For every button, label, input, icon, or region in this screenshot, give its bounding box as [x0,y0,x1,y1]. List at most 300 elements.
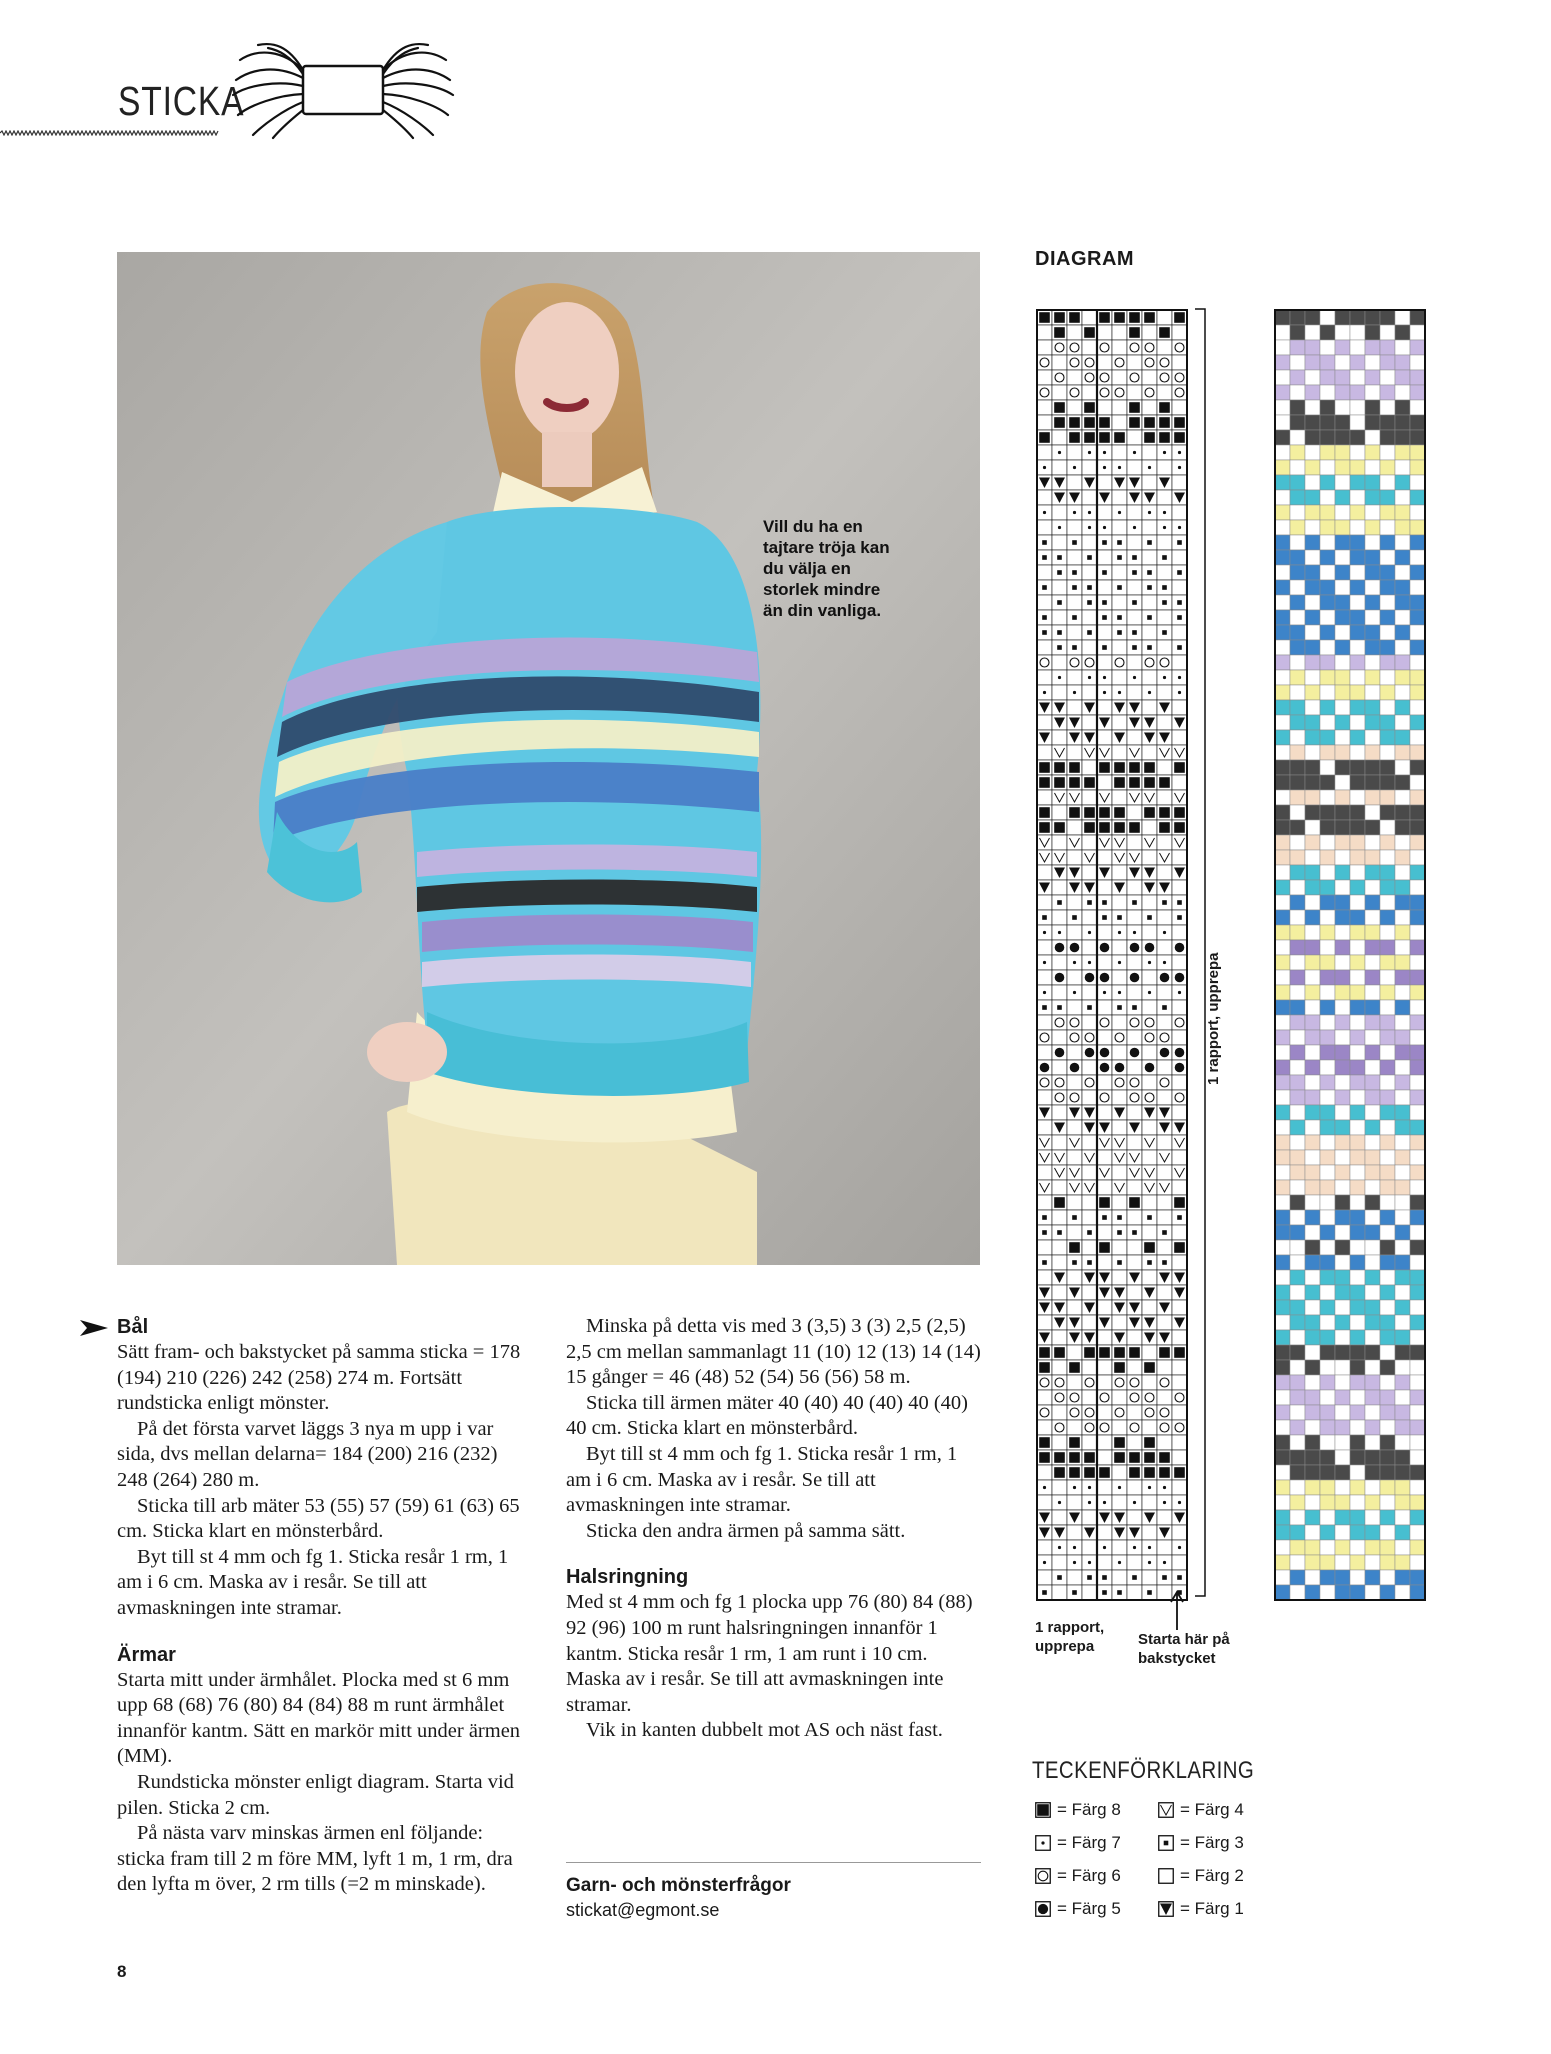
colour-chart-cell [1320,550,1335,565]
colour-chart-cell [1350,475,1365,490]
colour-chart-cell [1380,775,1395,790]
colour-chart-cell [1410,1120,1425,1135]
colour-chart-cell [1350,1120,1365,1135]
model-photo [117,252,980,1265]
colour-chart-cell [1350,1060,1365,1075]
symbol-chart-cell [1127,1030,1142,1045]
colour-chart-cell [1395,655,1410,670]
colour-chart-cell [1380,1030,1395,1045]
small-square-icon [1042,585,1047,590]
symbol-chart-cell [1127,1210,1142,1225]
colour-chart-cell [1365,895,1380,910]
colour-chart-cell [1410,460,1425,475]
colour-chart-cell [1350,1000,1365,1015]
small-square-icon [1158,1835,1174,1851]
colour-chart-cell [1350,1585,1365,1600]
colour-chart-cell [1365,1075,1380,1090]
symbol-chart-cell [1082,790,1097,805]
colour-chart-cell [1395,1135,1410,1150]
colour-chart-cell [1395,505,1410,520]
square-filled-icon [1084,1467,1095,1478]
small-square-icon [1072,615,1077,620]
colour-chart-cell [1305,1105,1320,1120]
small-square-icon [1147,540,1152,545]
symbol-chart-cell [1112,400,1127,415]
big-dot-icon [1130,1048,1140,1058]
symbol-chart-cell [1037,385,1052,400]
symbol-chart-cell [1097,1255,1112,1270]
colour-chart-cell [1395,1360,1410,1375]
colour-chart-cell [1320,1390,1335,1405]
symbol-chart-cell [1037,640,1052,655]
small-square-icon [1057,1230,1062,1235]
small-square-icon [1162,600,1167,605]
colour-chart-cell [1380,1405,1395,1420]
legend-item [1158,1866,1244,1886]
colour-chart-cell [1365,1195,1380,1210]
colour-chart-cell [1305,880,1320,895]
symbol-chart-cell [1142,970,1157,985]
symbol-chart-cell [1157,655,1172,670]
colour-chart-cell [1305,865,1320,880]
colour-chart-cell [1305,895,1320,910]
colour-chart-cell [1350,880,1365,895]
symbol-chart-cell [1172,1555,1187,1570]
symbol-chart-cell [1127,1405,1142,1420]
colour-chart-cell [1380,520,1395,535]
colour-chart-cell [1290,1195,1305,1210]
colour-chart-cell [1320,1435,1335,1450]
colour-chart-cell [1320,1120,1335,1135]
colour-chart-cell [1305,1210,1320,1225]
symbol-chart-cell [1067,1015,1082,1030]
colour-chart-cell [1335,325,1350,340]
colour-chart-cell [1320,445,1335,460]
colour-chart-cell [1335,445,1350,460]
symbol-chart-cell [1097,1090,1112,1105]
symbol-chart-cell [1172,1000,1187,1015]
colour-chart-cell [1380,1135,1395,1150]
colour-chart-cell [1350,1330,1365,1345]
colour-chart-cell [1275,895,1290,910]
colour-chart-cell [1335,1510,1350,1525]
colour-chart-cell [1275,1375,1290,1390]
colour-chart-cell [1275,1090,1290,1105]
small-dot-icon [1088,526,1091,529]
colour-chart-cell [1350,1150,1365,1165]
colour-chart-cell [1410,1315,1425,1330]
colour-chart-cell [1350,685,1365,700]
symbol-chart-cell [1082,910,1097,925]
colour-chart-cell [1335,685,1350,700]
colour-chart-cell [1350,355,1365,370]
colour-chart-cell [1335,580,1350,595]
symbol-chart-cell [1052,1180,1067,1195]
colour-chart-cell [1290,1315,1305,1330]
symbol-chart-cell [1082,1420,1097,1435]
symbol-chart-cell [1142,1300,1157,1315]
small-square-icon [1102,600,1107,605]
symbol-chart-cell [1037,1240,1052,1255]
colour-chart-cell [1380,1525,1395,1540]
colour-chart [1273,308,1427,1602]
symbol-chart-cell [1127,1555,1142,1570]
colour-chart-cell [1320,670,1335,685]
colour-chart-cell [1320,1330,1335,1345]
colour-chart-cell [1350,895,1365,910]
colour-chart-cell [1275,1075,1290,1090]
big-dot-icon [1145,1063,1155,1073]
symbol-chart-cell [1067,1225,1082,1240]
colour-chart-cell [1275,925,1290,940]
symbol-chart-cell [1112,340,1127,355]
small-dot-icon [1133,451,1136,454]
symbol-chart-cell [1127,610,1142,625]
symbol-chart-cell [1142,1225,1157,1240]
symbol-chart-cell [1142,370,1157,385]
colour-chart-cell [1290,1075,1305,1090]
symbol-chart-cell [1052,1330,1067,1345]
symbol-chart-cell [1067,1405,1082,1420]
square-filled-icon [1114,807,1125,818]
symbol-chart-cell [1067,1270,1082,1285]
colour-chart-cell [1335,1075,1350,1090]
symbol-chart-cell [1127,985,1142,1000]
contact-email[interactable]: stickat@egmont.se [566,1900,720,1920]
big-dot-icon [1130,973,1140,983]
colour-chart-cell [1320,760,1335,775]
symbol-chart-cell [1082,1015,1097,1030]
colour-chart-cell [1350,340,1365,355]
symbol-chart-cell [1067,1525,1082,1540]
symbol-chart-cell [1037,670,1052,685]
colour-chart-cell [1395,400,1410,415]
colour-chart-cell [1335,985,1350,1000]
symbol-chart-cell [1082,1360,1097,1375]
colour-chart-cell [1395,475,1410,490]
paragraph: På nästa varv minskas ärmen enl följande: sticka fram till 2 m före MM, lyft 1 m, 1 rm, dra den lyfta m över, 2 rm tills (=2 m minskade). [117,1822,513,1896]
symbol-chart-cell [1052,1240,1067,1255]
symbol-chart-cell [1037,355,1052,370]
colour-chart-cell [1380,760,1395,775]
colour-chart-cell [1365,580,1380,595]
colour-chart-cell [1350,775,1365,790]
small-dot-icon [1043,1486,1046,1489]
small-square-icon [1042,630,1047,635]
small-square-icon [1042,1215,1047,1220]
small-dot-icon [1163,526,1166,529]
square-filled-icon [1039,312,1050,323]
colour-chart-cell [1410,1330,1425,1345]
symbol-chart-cell [1052,370,1067,385]
zigzag-rule [0,130,220,136]
symbol-chart-cell [1157,1435,1172,1450]
colour-chart-cell [1380,850,1395,865]
colour-chart-cell [1305,625,1320,640]
small-dot-icon [1088,511,1091,514]
colour-chart-cell [1350,1525,1365,1540]
colour-chart-cell [1275,1450,1290,1465]
symbol-chart-cell [1157,1390,1172,1405]
colour-chart-cell [1350,535,1365,550]
colour-chart-cell [1410,1195,1425,1210]
colour-chart-cell [1305,385,1320,400]
big-dot-icon [1145,943,1155,953]
square-filled-icon [1174,1242,1185,1253]
symbol-chart-cell [1127,1075,1142,1090]
colour-chart-cell [1290,1045,1305,1060]
colour-chart-cell [1335,520,1350,535]
colour-chart-cell [1275,1255,1290,1270]
square-filled-icon [1069,1452,1080,1463]
small-square-icon [1057,1575,1062,1580]
symbol-chart-cell [1172,850,1187,865]
colour-chart-cell [1410,1135,1425,1150]
square-filled-icon [1099,432,1110,443]
small-dot-icon [1088,1501,1091,1504]
symbol-chart-cell [1127,1375,1142,1390]
colour-chart-cell [1410,520,1425,535]
colour-chart-cell [1395,715,1410,730]
colour-chart-cell [1395,385,1410,400]
colour-chart-cell [1290,670,1305,685]
symbol-chart-cell [1052,1210,1067,1225]
square-filled-icon [1114,1452,1125,1463]
small-dot-icon [1043,511,1046,514]
colour-chart-cell [1275,505,1290,520]
colour-chart-cell [1275,1555,1290,1570]
colour-chart-cell [1350,1375,1365,1390]
colour-chart-cell [1290,1300,1305,1315]
paragraph: Sticka till arb mäter 53 (55) 57 (59) 61 (63) 65 cm. Sticka klart en mönsterbård. [117,1494,520,1543]
colour-chart-cell [1320,505,1335,520]
colour-chart-cell [1290,745,1305,760]
small-dot-icon [1163,511,1166,514]
divider [566,1862,981,1863]
repeat-vertical-label: 1 rapport, upprepa [1205,952,1222,1085]
colour-chart-cell [1320,1375,1335,1390]
colour-chart-cell [1290,505,1305,520]
symbol-chart-cell [1067,445,1082,460]
colour-chart-cell [1305,520,1320,535]
colour-chart-cell [1365,1405,1380,1420]
square-filled-icon [1144,1467,1155,1478]
symbol-chart-cell [1127,955,1142,970]
colour-chart-cell [1305,985,1320,1000]
colour-chart-cell [1290,520,1305,535]
colour-chart-cell [1350,745,1365,760]
small-square-icon [1102,570,1107,575]
colour-chart-cell [1380,1240,1395,1255]
colour-chart-cell [1410,580,1425,595]
colour-chart-cell [1275,670,1290,685]
small-dot-icon [1163,961,1166,964]
small-square-icon [1057,570,1062,575]
colour-chart-cell [1350,1360,1365,1375]
small-square-icon [1117,1005,1122,1010]
colour-chart-cell [1320,850,1335,865]
colour-chart-cell [1275,640,1290,655]
symbol-chart-cell [1142,1090,1157,1105]
colour-chart-cell [1395,1015,1410,1030]
colour-chart-cell [1395,1150,1410,1165]
square-filled-icon [1174,1197,1185,1208]
colour-chart-cell [1320,775,1335,790]
colour-chart-cell [1320,1075,1335,1090]
small-dot-icon [1103,691,1106,694]
colour-chart-cell [1275,1300,1290,1315]
big-dot-icon [1055,973,1065,983]
colour-chart-cell [1410,970,1425,985]
colour-chart-cell [1380,580,1395,595]
colour-chart-cell [1320,1135,1335,1150]
colour-chart-cell [1365,1060,1380,1075]
colour-chart-cell [1320,1405,1335,1420]
colour-chart-cell [1380,565,1395,580]
square-filled-icon [1069,1362,1080,1373]
symbol-chart-cell [1172,775,1187,790]
colour-chart-cell [1290,700,1305,715]
colour-chart-cell [1305,1060,1320,1075]
square-filled-icon [1174,432,1185,443]
colour-chart-cell [1335,505,1350,520]
square-filled-icon [1159,1452,1170,1463]
symbol-chart-cell [1157,1375,1172,1390]
colour-chart-cell [1335,1030,1350,1045]
colour-chart-cell [1380,1510,1395,1525]
colour-chart-cell [1305,1285,1320,1300]
symbol-chart-cell [1127,1480,1142,1495]
colour-chart-cell [1380,475,1395,490]
colour-chart-cell [1305,1300,1320,1315]
colour-chart-cell [1290,385,1305,400]
colour-chart-cell [1380,550,1395,565]
colour-chart-cell [1365,940,1380,955]
colour-chart-cell [1410,595,1425,610]
colour-chart-cell [1275,1135,1290,1150]
colour-chart-cell [1290,1480,1305,1495]
colour-chart-cell [1395,1060,1410,1075]
colour-chart-cell [1305,1030,1320,1045]
colour-chart-cell [1275,700,1290,715]
colour-chart-cell [1275,850,1290,865]
symbol-chart-cell [1157,1420,1172,1435]
square-filled-icon [1114,432,1125,443]
big-dot-icon [1100,943,1110,953]
colour-chart-cell [1365,640,1380,655]
colour-chart-cell [1305,835,1320,850]
symbol-chart-cell [1142,400,1157,415]
symbol-chart-cell [1097,955,1112,970]
colour-chart-cell [1290,1090,1305,1105]
colour-chart-cell [1350,1510,1365,1525]
small-square-icon [1072,1215,1077,1220]
symbol-chart-cell [1082,1375,1097,1390]
small-dot-icon [1103,451,1106,454]
symbol-chart-cell [1067,625,1082,640]
symbol-chart-cell [1127,880,1142,895]
big-dot-icon [1160,973,1170,983]
colour-chart-cell [1275,580,1290,595]
colour-chart-cell [1320,430,1335,445]
colour-chart-cell [1275,820,1290,835]
small-square-icon [1117,615,1122,620]
small-dot-icon [1058,451,1061,454]
small-dot-icon [1163,1561,1166,1564]
symbol-chart-cell [1157,715,1172,730]
colour-chart-cell [1335,1015,1350,1030]
symbol-chart-cell [1082,565,1097,580]
colour-chart-cell [1365,730,1380,745]
colour-chart-cell [1410,715,1425,730]
square-filled-icon [1054,312,1065,323]
colour-chart-cell [1395,1090,1410,1105]
colour-chart-cell [1320,490,1335,505]
colour-chart-cell [1320,655,1335,670]
colour-chart-cell [1350,730,1365,745]
colour-chart-cell [1365,1210,1380,1225]
colour-chart-cell [1380,490,1395,505]
colour-chart-cell [1290,1210,1305,1225]
symbol-chart-cell [1082,610,1097,625]
symbol-chart-cell [1067,1030,1082,1045]
symbol-chart-cell [1067,1300,1082,1315]
symbol-chart-cell [1037,1120,1052,1135]
symbol-chart-cell [1052,580,1067,595]
colour-chart-cell [1410,1300,1425,1315]
colour-chart-cell [1410,325,1425,340]
colour-chart-cell [1365,400,1380,415]
legend-item [1035,1833,1121,1853]
colour-chart-cell [1275,1345,1290,1360]
small-square-icon [1087,630,1092,635]
symbol-chart-cell [1067,1090,1082,1105]
colour-chart-cell [1395,1540,1410,1555]
colour-chart-cell [1335,895,1350,910]
colour-chart-cell [1320,640,1335,655]
triangle-icon [1158,1901,1174,1917]
colour-chart-cell [1350,1450,1365,1465]
symbol-chart-cell [1097,925,1112,940]
colour-chart-cell [1380,1480,1395,1495]
square-filled-icon [1099,1242,1110,1253]
symbol-chart-cell [1052,910,1067,925]
colour-chart-cell [1395,1390,1410,1405]
symbol-chart-cell [1112,670,1127,685]
colour-chart-cell [1275,1045,1290,1060]
symbol-chart-cell [1097,1420,1112,1435]
big-dot-icon [1130,943,1140,953]
symbol-chart-cell [1157,1195,1172,1210]
symbol-chart-cell [1112,1315,1127,1330]
colour-chart-cell [1305,1000,1320,1015]
colour-chart-cell [1395,1405,1410,1420]
colour-chart-cell [1365,685,1380,700]
colour-chart-cell [1410,760,1425,775]
big-dot-icon [1035,1901,1051,1917]
heading-halsringning: Halsringning [566,1566,689,1589]
colour-chart-cell [1380,1435,1395,1450]
colour-chart-cell [1275,655,1290,670]
small-dot-icon [1058,676,1061,679]
symbol-chart-cell [1082,1030,1097,1045]
colour-chart-cell [1290,1225,1305,1240]
small-square-icon [1147,585,1152,590]
colour-chart-cell [1380,1210,1395,1225]
colour-chart-cell [1365,1045,1380,1060]
colour-chart-cell [1335,1255,1350,1270]
symbol-chart-cell [1127,340,1142,355]
